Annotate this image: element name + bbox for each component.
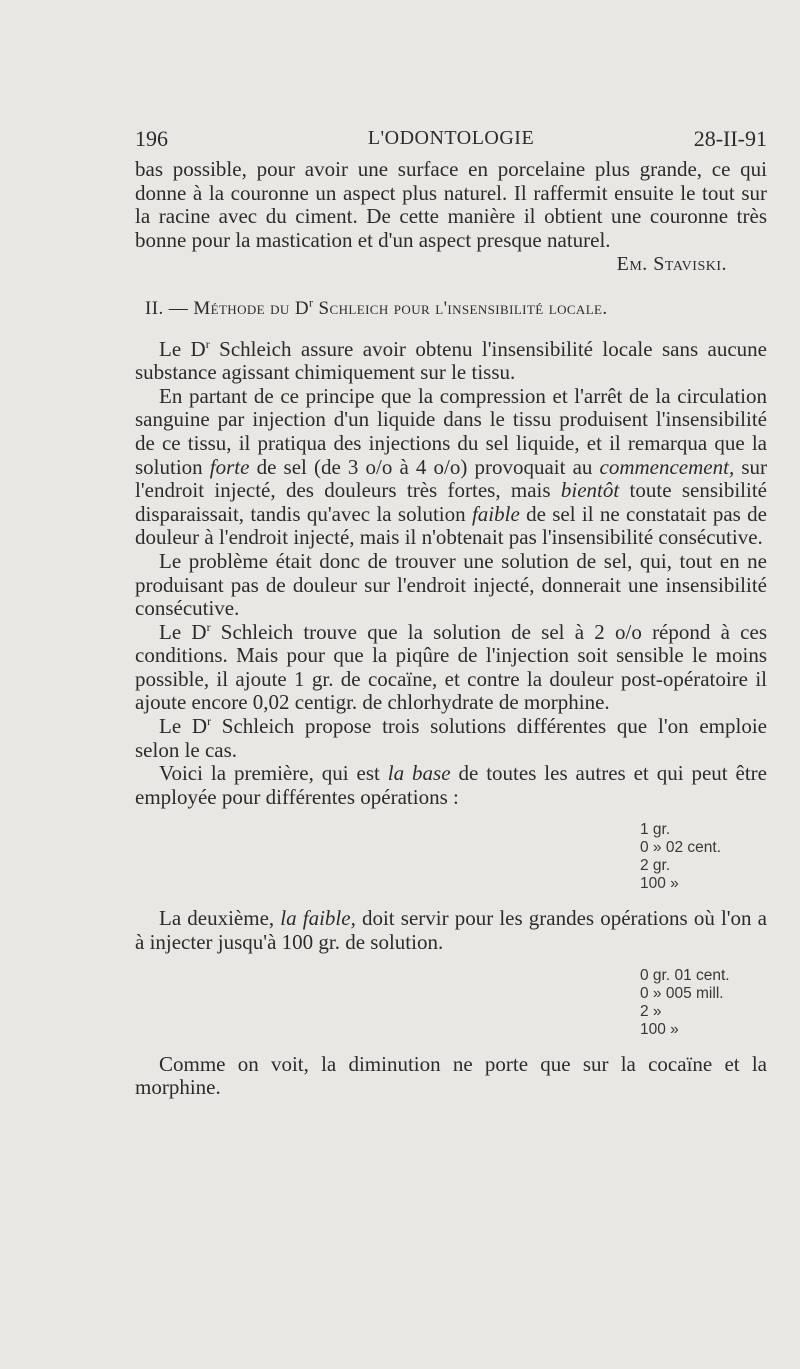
p6-text-a: Voici la première, qui est — [159, 761, 388, 786]
page-body — [135, 158, 767, 1100]
formula-1-row-4-qty: 100 » — [640, 875, 679, 893]
formula-1-row-3-qty: 2 gr. — [640, 857, 671, 875]
paragraph-3: Le problème était donc de trouver une solution de sel, qui, tout en ne produisant pas de douleur sur l'endroit injecté, donnerait une insensibilité consécutive. — [135, 548, 767, 621]
journal-title: L'ODONTOLOGIE — [367, 127, 535, 149]
formula-1-row-2-qty: 0 » 02 cent. — [640, 839, 722, 857]
issue-date: 28-II-91 — [693, 126, 767, 151]
p1-text-b: Schleich assure avoir obtenu l'insensibilité locale sans aucune substance agissant chimiquement sur le tissu. — [135, 336, 767, 385]
p2-faible: faible — [471, 501, 520, 526]
formula-2-row-1-qty: 0 gr. 01 cent. — [640, 966, 730, 984]
paragraph-5 — [135, 715, 767, 762]
p2-bientot: bientôt — [560, 478, 620, 503]
p2-forte: forte — [209, 454, 250, 479]
paragraph-4 — [135, 621, 767, 715]
p2-text-e: de sel il ne constatait pas de douleur à l'endroit injecté, mais il n'obtenait pas l'insensibilité consécutive. — [135, 501, 767, 550]
p2-commencement: commencement, — [599, 454, 735, 479]
section-title-sup: r — [309, 295, 314, 310]
p2-text-a: En partant de ce principe que la compression et l'arrêt de la circulation sanguine par injection d'un liquide dans le tissu produisent l'insensibilité de ce tissu, il pratiqua des injections du sel liquide, et il remarqua que la solution — [135, 383, 767, 479]
p5-sup: r — [207, 714, 212, 729]
p2-text-c: sur l'endroit injecté, des douleurs très fortes, mais — [135, 454, 767, 503]
formula-2-row — [135, 967, 767, 985]
formula-2-row — [135, 1003, 767, 1021]
formula-1-row — [135, 839, 767, 857]
formula-2-row-4-qty: 100 » — [640, 1020, 679, 1038]
author-signature: Em. Staviski. — [616, 253, 727, 276]
p7-text-b: doit servir pour les grandes opérations où l'on a à injecter jusqu'à 100 gr. de solution. — [135, 906, 768, 955]
p7-faible: la faible, — [280, 906, 356, 931]
section-number: II. — — [145, 297, 194, 319]
formula-2 — [135, 967, 767, 1039]
p5-text-b: Schleich propose trois solutions différentes que l'on emploie selon le cas. — [135, 714, 767, 762]
formula-1-row — [135, 875, 767, 893]
p4-sup: r — [206, 619, 211, 634]
paragraph-8: Comme on voit, la diminution ne porte que sur la cocaïne et la morphine. — [135, 1051, 767, 1100]
formula-2-row — [135, 985, 767, 1003]
p6-base: la base — [387, 761, 451, 786]
formula-1-row-1-qty: 1 gr. — [640, 821, 671, 839]
running-header — [135, 126, 767, 156]
formula-1-row — [135, 857, 767, 875]
paragraph-7 — [135, 907, 767, 954]
p4-text-a: Le D — [159, 619, 207, 644]
formula-1-row — [135, 821, 767, 839]
formula-2-row-2-qty: 0 » 005 mill. — [640, 984, 724, 1002]
formula-2-row-3-qty: 2 » — [640, 1002, 662, 1020]
p5-text-a: Le D — [159, 714, 208, 739]
formula-1 — [135, 821, 767, 893]
section-heading — [135, 297, 767, 321]
p7-text-a: La deuxième, — [159, 906, 281, 931]
p1-text-a: Le D — [159, 336, 206, 361]
p1-sup: r — [205, 336, 210, 351]
formula-2-row — [135, 1021, 767, 1039]
page-number: 196 — [135, 126, 168, 151]
section-title-part-b: Schleich pour l'insensibilité locale. — [313, 297, 608, 319]
paragraph-6 — [135, 762, 767, 809]
paragraph-1 — [135, 338, 767, 385]
intro-paragraph: bas possible, pour avoir une surface en porcelaine plus grande, ce qui donne à la couronne un aspect plus naturel. Il raffermit ensuite le tout sur la racine avec du ciment. De cette manière il obtient une couronne très bonne pour la mastication et d'un aspect presque naturel. — [135, 157, 767, 252]
p2-text-b: de sel (de 3 o/o à 4 o/o) provoquait au — [249, 454, 600, 479]
p6-text-b: de toutes les autres et qui peut être employée pour différentes opérations : — [135, 761, 767, 809]
section-title-part-a: Méthode du D — [193, 297, 309, 319]
p2-text-d: toute sensibilité disparaissait, tandis qu'avec la solution — [135, 478, 767, 526]
p4-text-b: Schleich trouve que la solution de sel à 2 o/o répond à ces conditions. Mais pour que la piqûre de l'injection soit sensible le moins possible, il ajoute 1 gr. de cocaïne, et contre la douleur post-opératoire il ajoute encore 0,02 centigr. de chlorhydrate de morphine. — [135, 619, 767, 715]
paragraph-2 — [135, 385, 767, 550]
